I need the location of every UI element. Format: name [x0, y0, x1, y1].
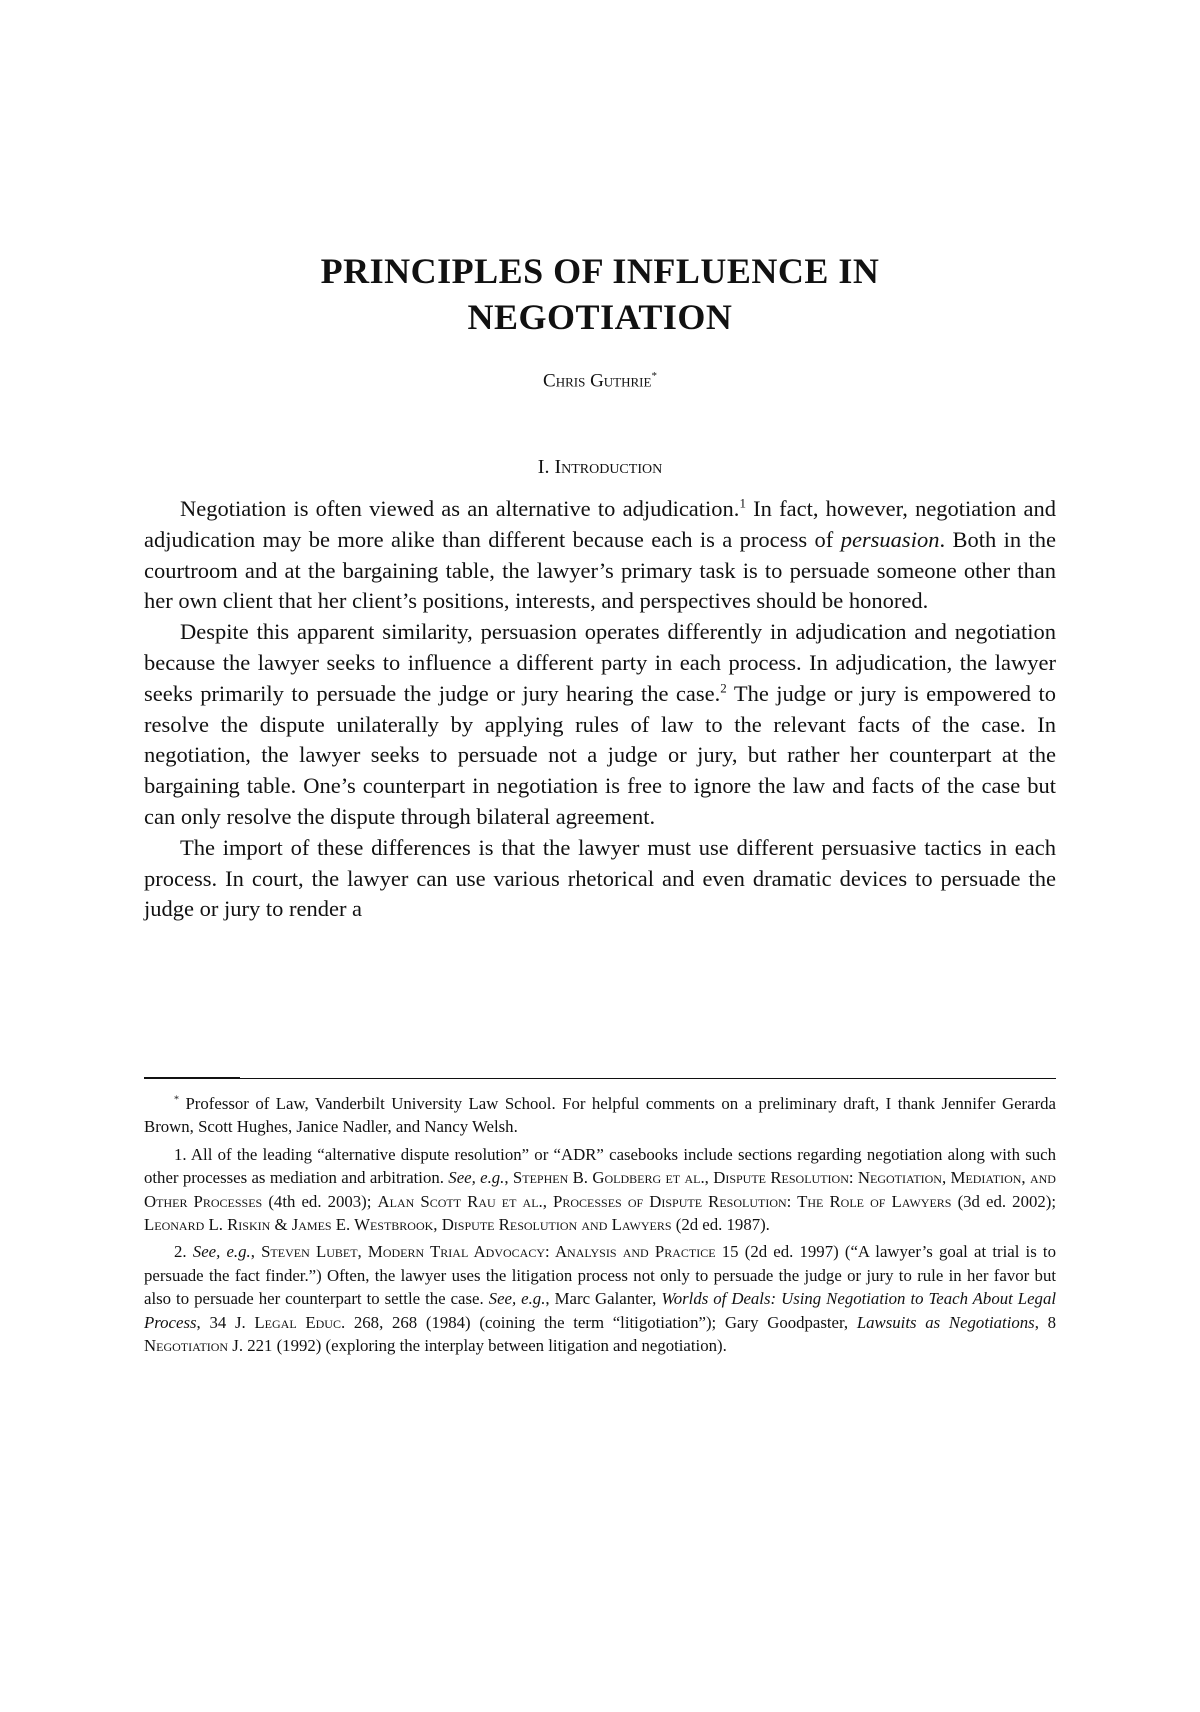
footnote-2: 2. See, e.g., Steven Lubet, Modern Trial Advocacy: Analysis and Practice 15 (2d ed. 1997) (“A lawyer’s goal at trial is to persuade the fact finder.”) Often, the lawyer uses the litigation process not only to persuade the judge or jury to rule in her favor but also to persuade her counterpart to settle the case. See, e.g., Marc Galanter, Worlds of Deals: Using Negotiation to Teach About Legal Process, 34 J. Legal Educ. 268, 268 (1984) (coining the term “litigotiation”); Gary Goodpaster, Lawsuits as Negotiations, 8 Negotiation J. 221 (1992) (exploring the interplay between litigation and negotiation). [144, 1242, 1057, 1356]
title-line-2: NEGOTIATION [467, 297, 733, 337]
article-title [130, 248, 1070, 340]
footnote-star: * Professor of Law, Vanderbilt University Law School. For helpful comments on a preliminary draft, I thank Jennifer Gerarda Brown, Scott Hughes, Janice Nadler, and Nancy Welsh. [144, 1094, 1056, 1137]
footnote-divider [144, 1078, 1056, 1079]
footnote-1: 1. All of the leading “alternative dispute resolution” or “ADR” casebooks include sections regarding negotiation along with such other processes as mediation and arbitration. See, e.g., Stephen B. Goldberg et al., Dispute Resolution: Negotiation, Mediation, and Other Processes (4th ed. 2003); Alan Scott Rau et al., Processes of Dispute Resolution: The Role of Lawyers (3d ed. 2002); Leonard L. Riskin & James E. Westbrook, Dispute Resolution and Lawyers (2d ed. 1987). [144, 1144, 1056, 1235]
author-line [130, 370, 1070, 392]
paragraph-2: Despite this apparent similarity, persuasion operates differently in adjudication and negotiation because the lawyer seeks to influence a different party in each process. In adjudication, the lawyer seeks primarily to persuade the judge or jury hearing the case.$^2$ The judge or jury is empowered to resolve the dispute unilaterally by applying rules of law to the relevant facts of the case. In negotiation, the lawyer seeks to persuade not a judge or jury, but rather her counterpart at the bargaining table. One’s counterpart in negotiation is free to ignore the law and facts of the case but can only resolve the dispute through bilateral agreement. [144, 619, 1057, 829]
title-line-1: PRINCIPLES OF INFLUENCE IN [320, 251, 880, 291]
paragraph-1: Negotiation is often viewed as an alternative to adjudication.$^1$ In fact, however, negotiation and adjudication may be more alike than different because each is a process of persuasion. Both in the courtroom and at the bargaining table, the lawyer’s primary task is to persuade someone other than her own client that her client’s positions, interests, and perspectives should be honored. [144, 495, 1057, 614]
author-name: Chris Guthrie [543, 370, 652, 392]
body-text [144, 494, 1056, 925]
paragraph-3: The import of these differences is that the lawyer must use different persuasive tactics in each process. In court, the lawyer can use various rhetorical and even dramatic devices to persuade the judge or jury to render a [144, 834, 1056, 922]
author-footnote-mark: * [651, 370, 657, 382]
emphasis-persuasion: persuasion [840, 526, 940, 552]
footnote-divider-accent [144, 1077, 240, 1079]
section-heading: I. Introduction [537, 456, 663, 478]
footnote-ref-2: 2 [720, 680, 727, 696]
footnotes [144, 1092, 1056, 1361]
footnote-ref-1: 1 [739, 495, 746, 511]
